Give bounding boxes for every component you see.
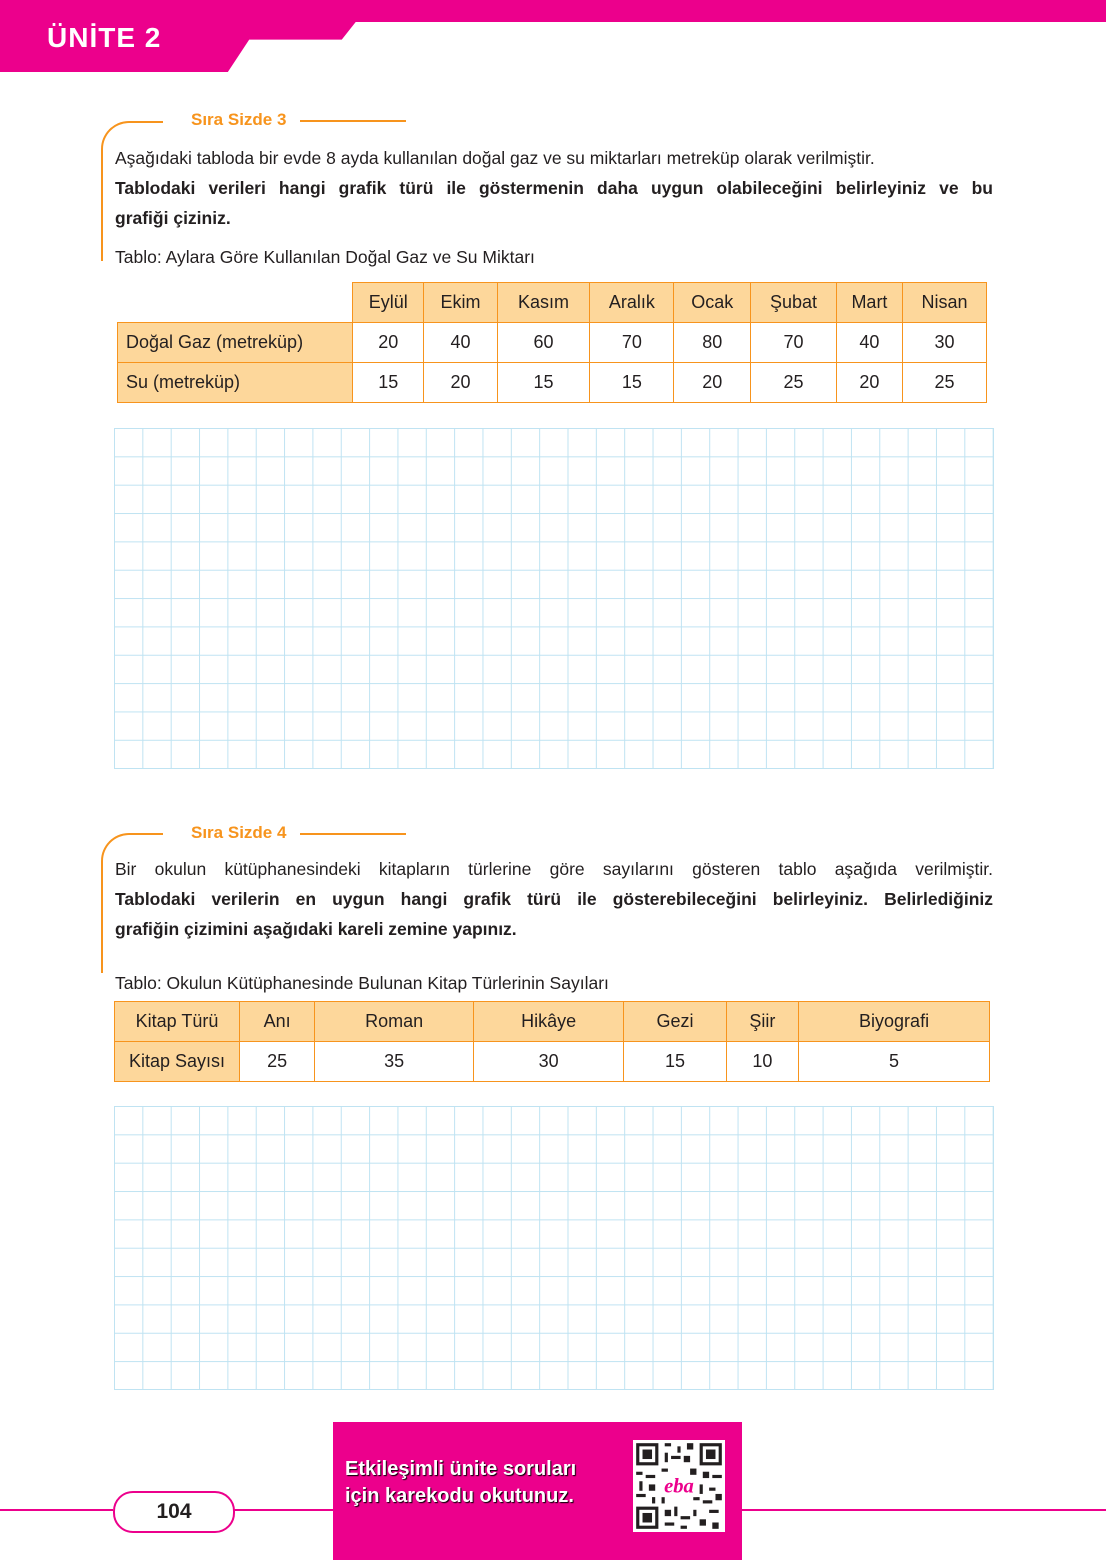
table-cell: 15 (497, 363, 590, 403)
table-row (118, 363, 987, 403)
table-cell: 30 (902, 323, 986, 363)
table-cell: 25 (902, 363, 986, 403)
table-cell: 25 (751, 363, 837, 403)
table-cell: 30 (473, 1042, 624, 1082)
section3-table (117, 282, 987, 403)
section4-heading: Sıra Sizde 4 (191, 823, 287, 842)
table-cell: 20 (353, 323, 424, 363)
section3-task-line2: grafiği çiziniz. (115, 208, 231, 228)
section3-table-header-row (118, 283, 987, 323)
kitap-sayisi-label: Kitap Sayısı (115, 1042, 240, 1082)
table-cell: 20 (836, 363, 902, 403)
footer-line-left (0, 1509, 113, 1511)
type-header: Hikâye (473, 1002, 624, 1042)
row-label: Su (metreküp) (118, 363, 353, 403)
type-header: Roman (315, 1002, 474, 1042)
table-cell: 5 (799, 1042, 990, 1082)
section4-drawing-grid[interactable] (114, 1106, 994, 1390)
table-cell: 40 (836, 323, 902, 363)
month-header: Nisan (902, 283, 986, 323)
section3-drawing-grid[interactable] (114, 428, 994, 769)
table-cell: 35 (315, 1042, 474, 1082)
qr-code-icon[interactable] (633, 1440, 725, 1532)
kitap-turu-header: Kitap Türü (115, 1002, 240, 1042)
table-cell: 60 (497, 323, 590, 363)
table-row (115, 1042, 990, 1082)
section4-heading-line (300, 833, 406, 835)
eba-logo: eba (664, 1475, 694, 1498)
month-header: Şubat (751, 283, 837, 323)
table-cell: 15 (353, 363, 424, 403)
table-cell: 80 (674, 323, 751, 363)
month-header: Ekim (424, 283, 497, 323)
month-header: Eylül (353, 283, 424, 323)
section4-intro: Bir okulun kütüphanesindeki kitapların türlerine göre sayılarını gösteren tablo aşağıda verilmiştir. (115, 859, 993, 879)
row-label: Doğal Gaz (metreküp) (118, 323, 353, 363)
table-cell: 70 (751, 323, 837, 363)
section4-task-line2: grafiğin çizimini aşağıdaki kareli zemine yapınız. (115, 919, 517, 939)
section4-table (114, 1001, 990, 1082)
section4-task-line1: Tablodaki verilerin en uygun hangi grafik türü ile gösterebileceğini belirleyiniz. Belirlediğiniz (115, 889, 993, 909)
footer-line-right (742, 1509, 1106, 1511)
section3-heading: Sıra Sizde 3 (191, 110, 287, 129)
section4-table-header-row (115, 1002, 990, 1042)
table-cell: 15 (590, 363, 674, 403)
unit-title: ÜNİTE 2 (47, 22, 162, 53)
section3-text (115, 143, 993, 233)
table-cell: 70 (590, 323, 674, 363)
month-header: Kasım (497, 283, 590, 323)
table-cell: 40 (424, 323, 497, 363)
qr-banner-text (345, 1456, 576, 1510)
type-header: Şiir (726, 1002, 799, 1042)
qr-text-line1: Etkileşimli ünite soruları (345, 1458, 577, 1480)
table-cell: 20 (674, 363, 751, 403)
section3-heading-line (300, 120, 406, 122)
section3-caption: Tablo: Aylara Göre Kullanılan Doğal Gaz ve Su Miktarı (115, 247, 535, 267)
month-header: Ocak (674, 283, 751, 323)
table-cell: 20 (424, 363, 497, 403)
type-header: Gezi (624, 1002, 726, 1042)
month-header: Mart (836, 283, 902, 323)
footer-line-mid (231, 1509, 333, 1511)
table-corner (118, 283, 353, 323)
type-header: Biyografi (799, 1002, 990, 1042)
section3-task-line1: Tablodaki verileri hangi grafik türü ile göstermenin daha uygun olabileceğini belirleyiniz ve bu (115, 178, 993, 198)
page-number: 104 (113, 1491, 235, 1533)
section4-caption: Tablo: Okulun Kütüphanesinde Bulunan Kitap Türlerinin Sayıları (115, 973, 609, 993)
table-cell: 10 (726, 1042, 799, 1082)
qr-text-line2: için karekodu okutunuz. (345, 1485, 574, 1507)
section4-text (115, 854, 993, 944)
table-row (118, 323, 987, 363)
section3-intro: Aşağıdaki tabloda bir evde 8 ayda kullanılan doğal gaz ve su miktarları metreküp olarak verilmiştir. (115, 148, 875, 168)
month-header: Aralık (590, 283, 674, 323)
table-cell: 15 (624, 1042, 726, 1082)
qr-banner (333, 1422, 742, 1560)
table-cell: 25 (240, 1042, 315, 1082)
type-header: Anı (240, 1002, 315, 1042)
